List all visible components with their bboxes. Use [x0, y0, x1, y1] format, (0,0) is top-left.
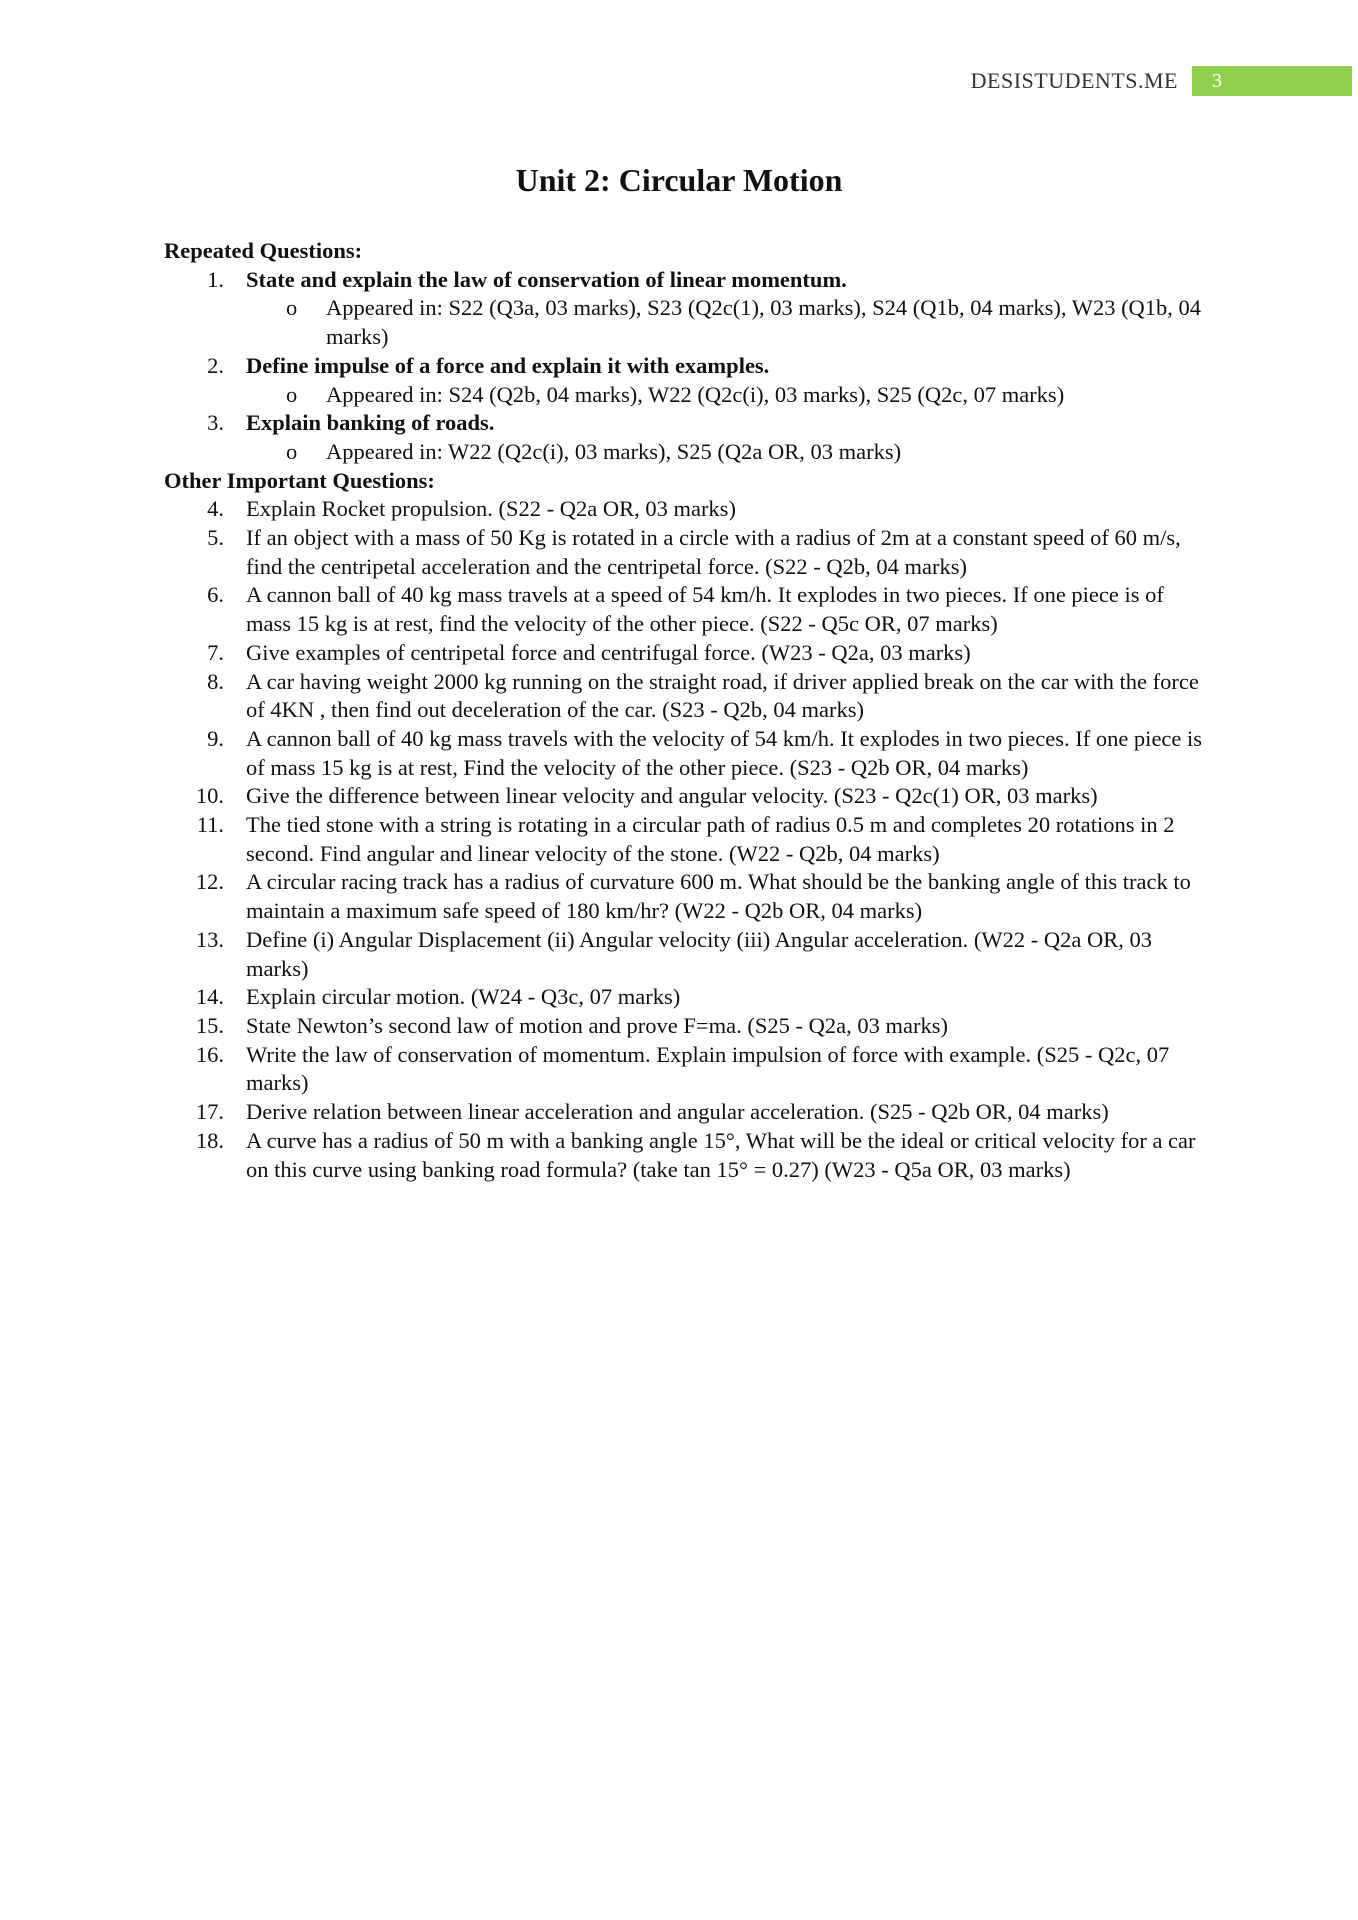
question-text: The tied stone with a string is rotating in a circular path of radius 0.5 m and completes 20 rotations in 2 second. Find angular and linear velocity of the stone. (W22 - Q2b, 04 marks)	[246, 812, 1175, 866]
question-number: 8.	[207, 668, 224, 694]
question-line	[164, 266, 1204, 295]
question-text: State and explain the law of conservation of linear momentum.	[246, 266, 847, 292]
question-number: 5.	[207, 525, 224, 551]
appeared-in-line	[164, 381, 1204, 410]
page-title: Unit 2: Circular Motion	[515, 162, 843, 198]
question-number: 12.	[195, 869, 224, 895]
question-number: 15.	[195, 1012, 224, 1038]
question-item	[164, 639, 1204, 668]
question-item	[164, 668, 1204, 725]
question-item	[164, 495, 1204, 524]
question-item	[164, 1041, 1204, 1098]
question-text: Derive relation between linear acceleration and angular acceleration. (S25 - Q2b OR, 04 marks)	[246, 1099, 1109, 1125]
question-text: A cannon ball of 40 kg mass travels at a speed of 54 km/h. It explodes in two pieces. If one piece is of mass 15 kg is at rest, find the velocity of the other piece. (S22 - Q5c OR, 07 marks)	[246, 582, 1164, 637]
appeared-in-line	[164, 294, 1204, 351]
question-number: 10.	[195, 783, 224, 809]
repeated-questions-list	[164, 266, 1204, 467]
question-number: 14.	[195, 984, 224, 1010]
site-name: DESISTUDENTS.ME	[970, 68, 1178, 93]
question-text: State Newton’s second law of motion and prove F=ma. (S25 - Q2a, 03 marks)	[246, 1012, 948, 1038]
question-text: A circular racing track has a radius of curvature 600 m. What should be the banking angle of this track to maintain a maximum safe speed of 180 km/hr? (W22 - Q2b OR, 04 marks)	[246, 869, 1191, 924]
question-item	[164, 983, 1204, 1012]
question-item	[164, 725, 1204, 782]
question-text: Give the difference between linear velocity and angular velocity. (S23 - Q2c(1) OR, 03 marks)	[246, 783, 1098, 809]
repeated-questions-heading: Repeated Questions:	[164, 238, 363, 263]
question-text: A cannon ball of 40 kg mass travels with the velocity of 54 km/h. It explodes in two pieces. If one piece is of mass 15 kg is at rest, Find the velocity of the other piece. (S23 - Q2b OR, 04 marks)	[246, 725, 1203, 780]
question-text: Explain circular motion. (W24 - Q3c, 07 marks)	[246, 984, 681, 1010]
question-number: 4.	[207, 496, 224, 522]
question-text: Write the law of conservation of momentum. Explain impulsion of force with example. (S25 - Q2c, 07 marks)	[246, 1041, 1170, 1096]
appeared-in-text: Appeared in: S22 (Q3a, 03 marks), S23 (Q2c(1), 03 marks), S24 (Q1b, 04 marks), W23 (Q1b, 04 marks)	[326, 295, 1202, 350]
document-body	[164, 237, 1204, 1184]
repeated-question-item	[164, 266, 1204, 352]
question-line	[164, 352, 1204, 381]
appeared-in-text: Appeared in: W22 (Q2c(i), 03 marks), S25 (Q2a OR, 03 marks)	[326, 438, 902, 464]
question-text: Explain Rocket propulsion. (S22 - Q2a OR, 03 marks)	[246, 496, 736, 522]
repeated-question-item	[164, 409, 1204, 466]
bullet-marker: o	[286, 438, 298, 464]
question-item	[164, 926, 1204, 983]
question-item	[164, 868, 1204, 925]
question-text: A curve has a radius of 50 m with a banking angle 15°, What will be the ideal or critical velocity for a car on this curve using banking road formula? (take tan 15° = 0.27) (W23 - Q5a OR, 03 marks)	[246, 1127, 1196, 1182]
question-text: Give examples of centripetal force and centrifugal force. (W23 - Q2a, 03 marks)	[246, 639, 971, 665]
question-item	[164, 782, 1204, 811]
question-text: If an object with a mass of 50 Kg is rotated in a circle with a radius of 2m at a constant speed of 60 m/s, find the centripetal acceleration and the centripetal force. (S22 - Q2b, 04 marks)	[246, 525, 1181, 579]
question-line	[164, 409, 1204, 438]
question-number: 11.	[196, 812, 224, 838]
question-text: A car having weight 2000 kg running on the straight road, if driver applied break on the car with the force of 4KN , then find out deceleration of the car. (S23 - Q2b, 04 marks)	[246, 668, 1199, 723]
question-item	[164, 1012, 1204, 1041]
question-text: Explain banking of roads.	[246, 410, 495, 436]
question-number: 9.	[207, 725, 224, 751]
question-item	[164, 811, 1204, 868]
appeared-in-text: Appeared in: S24 (Q2b, 04 marks), W22 (Q2c(i), 03 marks), S25 (Q2c, 07 marks)	[326, 381, 1065, 407]
page-number-box	[1192, 66, 1352, 96]
page-header	[971, 66, 1358, 96]
question-number: 2.	[207, 352, 224, 378]
question-number: 7.	[207, 639, 224, 665]
question-number: 16.	[195, 1041, 224, 1067]
question-number: 13.	[195, 926, 224, 952]
other-questions-list	[164, 495, 1204, 1184]
bullet-marker: o	[286, 381, 298, 407]
question-item	[164, 1098, 1204, 1127]
question-item	[164, 1127, 1204, 1184]
other-questions-heading: Other Important Questions:	[164, 467, 435, 493]
appeared-in-line	[164, 438, 1204, 467]
question-number: 6.	[207, 582, 224, 608]
question-number: 18.	[195, 1127, 224, 1153]
page-number: 3	[1212, 69, 1222, 92]
question-number: 1.	[207, 266, 224, 292]
question-item	[164, 581, 1204, 638]
bullet-marker: o	[286, 295, 298, 321]
question-text: Define impulse of a force and explain it with examples.	[246, 352, 770, 378]
question-item	[164, 524, 1204, 581]
question-text: Define (i) Angular Displacement (ii) Angular velocity (iii) Angular acceleration. (W22 - Q2a OR, 03 marks)	[246, 926, 1152, 981]
question-number: 17.	[195, 1099, 224, 1125]
repeated-question-item	[164, 352, 1204, 409]
question-number: 3.	[207, 410, 224, 436]
